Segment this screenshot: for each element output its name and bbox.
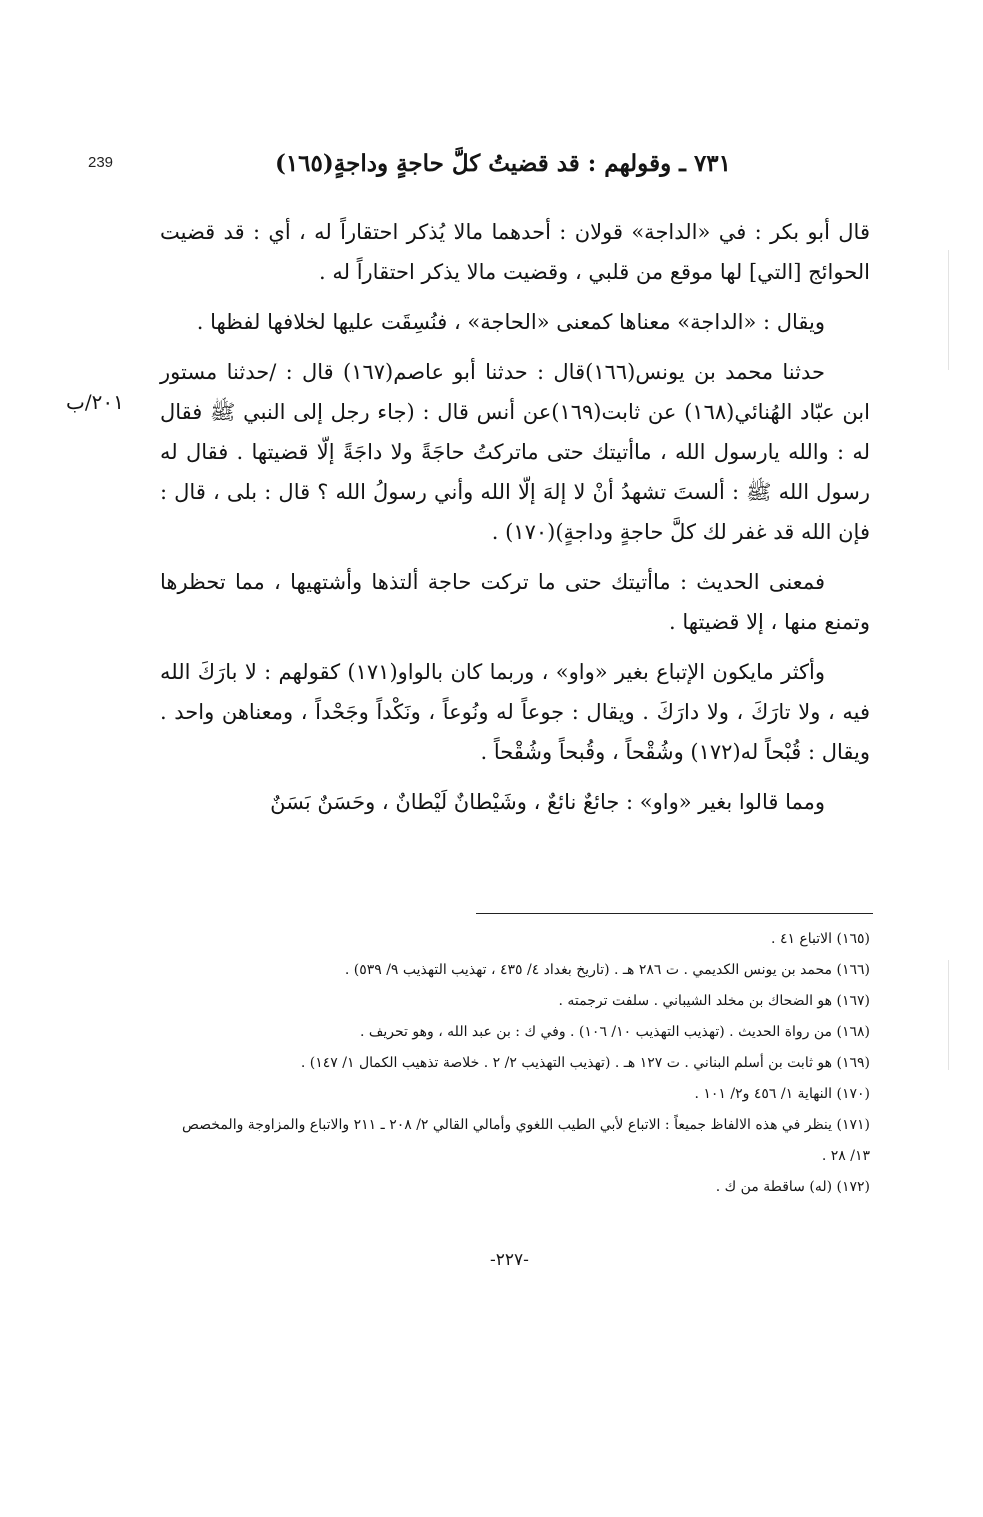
paragraph: وأكثر مايكون الإتباع بغير «واو» ، وربما كان بالواو(١٧١) كقولهم : لا بارَكَ الله فيه ، ولا تارَكَ ، ولا دارَكَ . ويقال : جوعاً له ونُوعاً ، ونَكْداً وجَحْداً ، ومعناهن واحد . ويقال : قُبْحاً له(١٧٢) وشُقْحاً ، وقُبحاً وشُقْحاً . <box>160 660 870 764</box>
paragraph: فمعنى الحديث : ماأتيتك حتى ما تركت حاجة ألتذها وأشتهيها ، مما تحظرها وتمنع منها ، إلا قضيتها . <box>160 570 870 634</box>
scan-edge-mark <box>948 960 949 1070</box>
scan-page-number: 239 <box>88 154 114 171</box>
footnote: (١٧٢) (له) ساقطة من ك . <box>715 1179 870 1195</box>
paragraph: حدثنا محمد بن يونس(١٦٦)قال : حدثنا أبو عاصم(١٦٧) قال : /حدثنا مستور ابن عبّاد الهُنائي(١٦٨) عن ثابت(١٦٩)عن أنس قال : (جاء رجل إلى النبي ﷺ فقال له : والله يارسول الله ، ماأتيتك حتى ماتركتُ حاجَةً ولا داجَةً إلّا قضيتها . فقال له رسول الله ﷺ : ألستَ تشهدُ أنْ لا إلهَ إلّا الله وأني رسولُ الله ؟ قال : بلى ، قال : فإن الله قد غفر لك كلَّ حاجةٍ وداجةٍ)(١٧٠) . <box>160 360 870 544</box>
footnote: (١٦٨) من رواة الحديث . (تهذيب التهذيب ١٠/ ١٠٦) . وفي ك : بن عبد الله ، وهو تحريف . <box>359 1024 870 1040</box>
footnote: (١٧١) ينظر في هذه الالفاظ جميعاً : الاتباع لأبي الطيب اللغوي وأمالي القالي ٢/ ٢٠٨ ـ ٢١١ والاتباع والمزاوجة والمخصص ١٣/ ٢٨ . <box>182 1117 870 1164</box>
footnote-separator <box>476 913 873 914</box>
paragraph: ويقال : «الداجة» معناها كمعنى «الحاجة» ، فنُسِقَت عليها لخلافها لفظها . <box>196 310 825 334</box>
footnotes <box>160 924 870 1203</box>
footnote: (١٦٧) هو الضحاك بن مخلد الشيباني . سلفت ترجمته . <box>558 993 870 1009</box>
manuscript-folio-note: ٢٠١/ب <box>66 390 124 414</box>
page-number-footer: -٢٢٧- <box>490 1250 529 1270</box>
footnote: (١٧٠) النهاية ١/ ٤٥٦ و٢/ ١٠١ . <box>694 1086 870 1102</box>
footnote: (١٦٦) محمد بن يونس الكديمي . ت ٢٨٦ هـ . (تاريخ بغداد ٤/ ٤٣٥ ، تهذيب التهذيب ٩/ ٥٣٩) . <box>344 962 870 978</box>
main-text <box>160 212 870 832</box>
footnote: (١٦٩) هو ثابت بن أسلم البناني . ت ١٢٧ هـ . (تهذيب التهذيب ٢/ ٢ . خلاصة تذهيب الكمال ١/ ١٤٧) . <box>300 1055 870 1071</box>
footnote: (١٦٥) الاتباع ٤١ . <box>771 931 870 947</box>
scan-edge-mark <box>948 250 949 370</box>
paragraph: قال أبو بكر : في «الداجة» قولان : أحدهما مالا يُذكر احتقاراً له ، أي : قد قضيت الحوائج [التي] لها موقع من قلبي ، وقضيت مالا يذكر احتقاراً له . <box>160 220 870 284</box>
paragraph: ومما قالوا بغير «واو» : جائعٌ نائعٌ ، وشَيْطانٌ لَيْطانٌ ، وحَسَنٌ بَسَنٌ <box>270 790 825 814</box>
section-heading: ٧٣١ ـ وقولهم : قد قضيتُ كلَّ حاجةٍ وداجةٍ(١٦٥) <box>274 150 731 177</box>
